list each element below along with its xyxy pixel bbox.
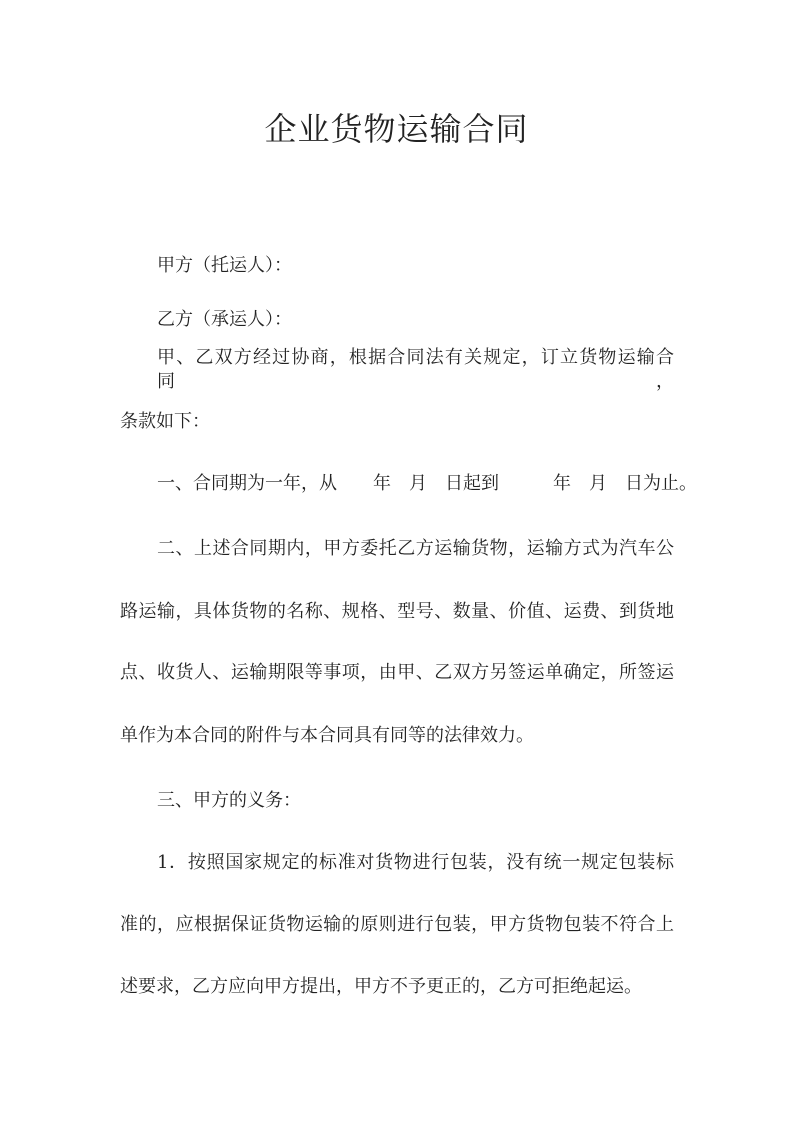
clause-3-item-line: 述要求，乙方应向甲方提出，甲方不予更正的，乙方可拒绝起运。 [120,976,642,997]
intro-paragraph-line: 条款如下： [120,411,210,432]
clause-3-item-line: 1．按照国家规定的标准对货物进行包装，没有统一规定包装标 [157,852,674,873]
clause-2-line: 单作为本合同的附件与本合同具有同等的法律效力。 [120,725,534,746]
clause-2-line: 点、收货人、运输期限等事项，由甲、乙双方另签运单确定，所签运 [120,662,674,683]
clause-1: 一、合同期为一年，从 年 月 日起到 年 月 日为止。 [157,473,697,494]
clause-3-item-line: 准的，应根据保证货物运输的原则进行包装，甲方货物包装不符合上 [120,914,674,935]
intro-paragraph-line: 甲、乙双方经过协商，根据合同法有关规定，订立货物运输合同， [157,347,674,392]
document-title: 企业货物运输合同 [264,110,529,148]
party-b-label: 乙方（承运人）： [157,309,292,330]
clause-3-heading: 三、甲方的义务： [157,790,301,811]
party-a-label: 甲方（托运人）： [157,255,292,276]
clause-2-line: 路运输，具体货物的名称、规格、型号、数量、价值、运费、到货地 [120,601,674,622]
clause-2-line: 二、上述合同期内，甲方委托乙方运输货物，运输方式为汽车公 [157,538,674,559]
